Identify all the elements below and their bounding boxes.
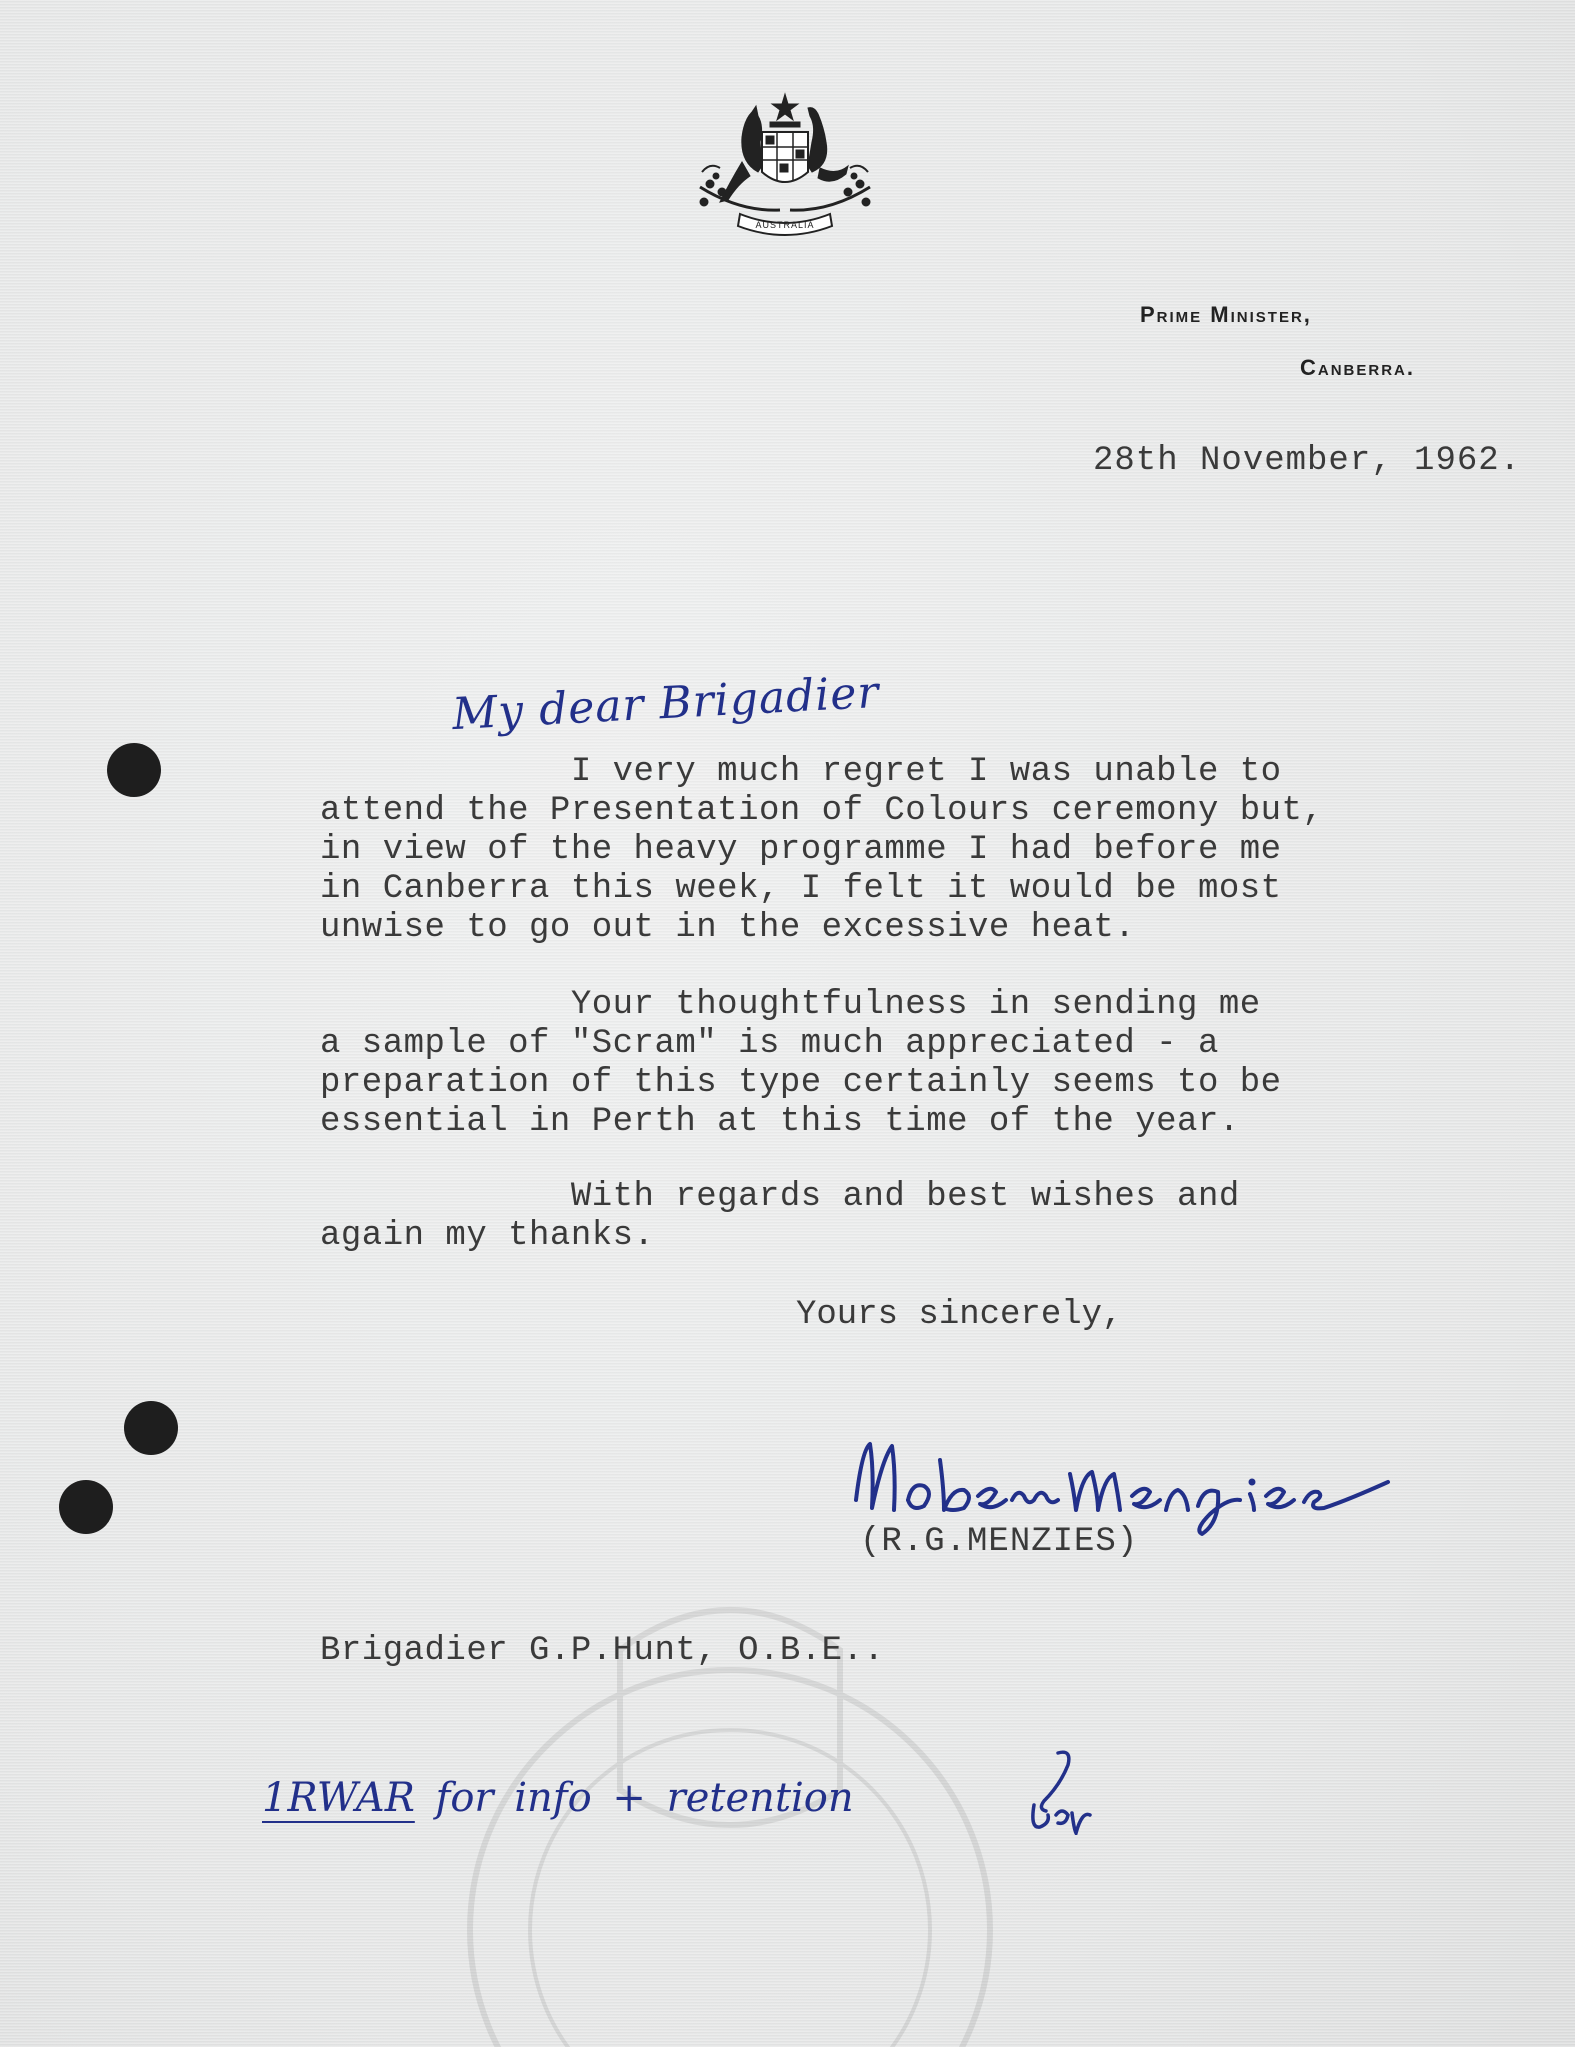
annotation-reference: 1RWAR (262, 1775, 415, 1821)
typed-signatory-name: (R.G.MENZIES) (860, 1523, 1139, 1561)
punch-hole (59, 1480, 113, 1534)
svg-text:AUSTRALIA: AUSTRALIA (755, 220, 815, 230)
closing: Yours sincerely, (796, 1296, 1123, 1334)
body-paragraph-2: Your thoughtfulness in sending me a sample of "Scram" is much appreciated - a preparation of this type certainly seems to be essential in Perth at this time of the year. (320, 986, 1282, 1141)
handwritten-initials (1010, 1745, 1100, 1835)
annotation-text: for info + retention (435, 1775, 854, 1821)
punch-hole (124, 1401, 178, 1455)
punch-hole (107, 743, 161, 797)
handwritten-salutation: My dear Brigadier (450, 666, 881, 741)
handwritten-annotation (262, 1775, 854, 1821)
australian-coat-of-arms-icon (680, 92, 890, 252)
body-paragraph-1: I very much regret I was unable to attend the Presentation of Colours ceremony but, in view of the heavy programme I had before me in Canberra this week, I felt it would be most unwise to go out in the excessive heat. (320, 753, 1324, 947)
letterhead-city: Canberra. (1300, 355, 1415, 380)
addressee: Brigadier G.P.Hunt, O.B.E.. (320, 1632, 885, 1670)
letterhead-office: Prime Minister, (1140, 302, 1312, 327)
letter-date: 28th November, 1962. (1093, 442, 1522, 480)
body-paragraph-3: With regards and best wishes and again my thanks. (320, 1178, 1240, 1255)
